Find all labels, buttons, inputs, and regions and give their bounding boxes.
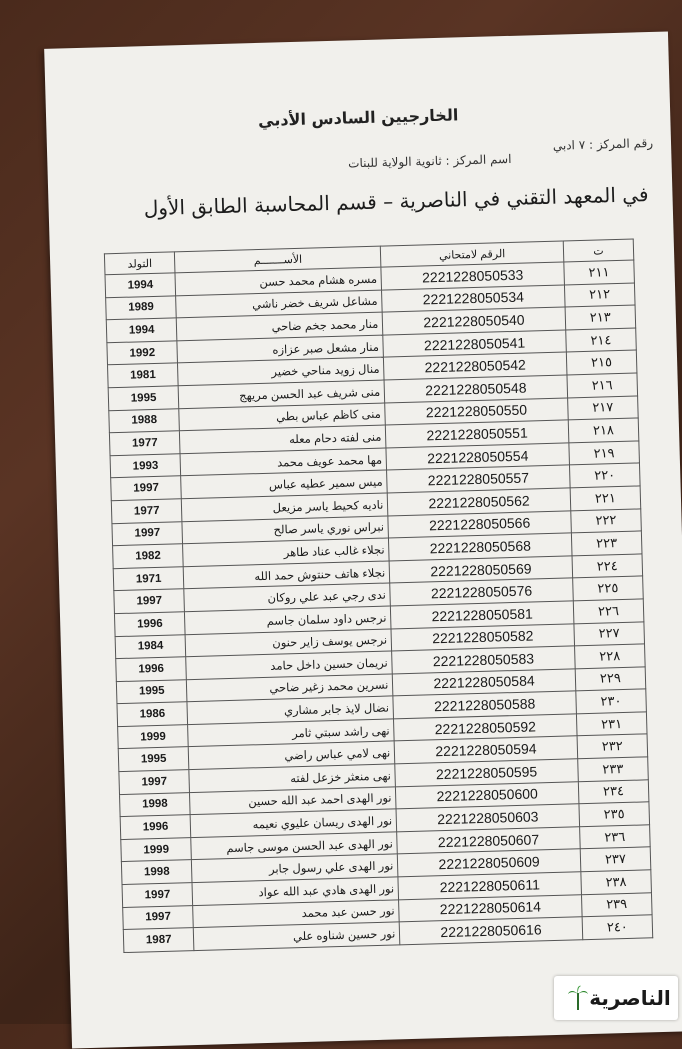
name-cell: نجلاء هاتف حنتوش حمد الله [183,561,390,589]
name-cell: مها محمد عويف محمد [180,448,387,476]
birth-year-cell: 1993 [110,454,181,479]
seq-cell: ٢١٨ [568,418,639,443]
name-cell: ناديه كحيط ياسر مزيعل [182,493,389,521]
exam-number-cell: 2221228050566 [388,510,571,538]
seq-cell: ٢٢٢ [571,508,642,533]
birth-year-cell: 1988 [109,408,180,433]
birth-year-cell: 1997 [112,521,183,546]
exam-number-cell: 2221228050583 [392,646,575,674]
name-cell: نبراس نوري ياسر صالح [182,516,389,544]
name-cell: نور الهدى ريسان عليوي نعيمه [190,809,397,837]
column-header-exam-number: الرقم لامتحاني [381,241,564,267]
birth-year-cell: 1986 [117,702,188,727]
name-cell: نور حسين شناوه علي [194,922,401,950]
birth-year-cell: 1981 [108,363,179,388]
exam-number-cell: 2221228050600 [396,781,579,809]
exam-number-cell: 2221228050603 [396,804,579,832]
exam-number-cell: 2221228050581 [391,601,574,629]
exam-number-cell: 2221228050607 [397,827,580,855]
seq-cell: ٢٣٣ [578,757,649,782]
birth-year-cell: 1999 [121,837,192,862]
exam-number-cell: 2221228050614 [399,894,582,922]
seq-cell: ٢٢١ [570,486,641,511]
seq-cell: ٢٢٩ [575,667,646,692]
birth-year-cell: 1977 [111,499,182,524]
seq-cell: ٢٢٥ [572,576,643,601]
name-cell: منى شريف عبد الحسن مريهج [178,380,385,408]
seq-cell: ٢٢٣ [571,531,642,556]
birth-year-cell: 1994 [105,273,176,298]
seq-cell: ٢٤٠ [582,915,653,940]
birth-year-cell: 1995 [116,679,187,704]
exam-number-cell: 2221228050592 [394,714,577,742]
name-cell: منال زويد مناحي خضير [178,357,385,385]
name-cell: نجلاء غالب عناد طاهر [183,538,390,566]
name-cell: مسره هشام محمد حسن [175,267,382,295]
seq-cell: ٢٣٧ [580,847,651,872]
name-cell: ندى رجي عبد علي روكان [184,583,391,611]
column-header-name: الأســـــــم [175,246,381,273]
seq-cell: ٢٣٦ [579,825,650,850]
exam-number-cell: 2221228050611 [398,872,581,900]
birth-year-cell: 1984 [115,634,186,659]
exam-number-cell: 2221228050542 [384,352,567,380]
birth-year-cell: 1998 [121,860,192,885]
name-cell: نريمان حسين داخل حامد [186,651,393,679]
document-title: الخارجيين السادس الأدبي [257,105,459,130]
birth-year-cell: 1971 [113,566,184,591]
birth-year-cell: 1992 [107,341,178,366]
exam-location-headline: في المعهد التقني في الناصرية – قسم المحاسبة الطابق الأول [143,182,649,221]
name-cell: نهى منعثر خزعل لفته [189,764,396,792]
exam-number-cell: 2221228050548 [384,375,567,403]
name-cell: نور الهدى هادي عبد الله عواد [192,877,399,905]
birth-year-cell: 1997 [114,589,185,614]
seq-cell: ٢١٣ [565,305,636,330]
exam-number-cell: 2221228050554 [386,443,569,471]
exam-number-cell: 2221228050582 [391,623,574,651]
column-header-seq: ت [563,239,634,262]
seq-cell: ٢١١ [564,260,635,285]
seq-cell: ٢٣١ [576,712,647,737]
birth-year-cell: 1998 [120,792,191,817]
birth-year-cell: 1989 [106,295,177,320]
birth-year-cell: 1997 [111,476,182,501]
name-cell: نسرين محمد زغير ضاحي [187,674,394,702]
seq-cell: ٢١٧ [567,396,638,421]
birth-year-cell: 1995 [108,386,179,411]
birth-year-cell: 1995 [118,747,189,772]
seq-cell: ٢١٢ [564,283,635,308]
birth-year-cell: 1994 [106,318,177,343]
exam-number-cell: 2221228050533 [381,262,564,290]
candidates-table [104,239,653,953]
seq-cell: ٢٣٩ [581,892,652,917]
seq-cell: ٢٢٦ [573,599,644,624]
seq-cell: ٢٢٨ [574,644,645,669]
name-cell: منار مشعل صبر عزازه [177,335,384,363]
exam-number-cell: 2221228050540 [382,307,565,335]
exam-number-cell: 2221228050557 [387,465,570,493]
exam-number-cell: 2221228050551 [386,420,569,448]
exam-number-cell: 2221228050595 [395,759,578,787]
name-cell: منى لفته دحام معله [180,425,387,453]
name-cell: نور الهدى احمد عبد الله حسين [190,787,397,815]
exam-number-cell: 2221228050541 [383,330,566,358]
center-name: اسم المركز : ثانوية الولاية للبنات [347,151,512,171]
exam-number-cell: 2221228050568 [389,533,572,561]
name-cell: نرجس داود سلمان جاسم [185,606,392,634]
seq-cell: ٢٣٤ [578,779,649,804]
name-cell: نور الهدى عبد الحسن موسى جاسم [191,832,398,860]
column-header-birth-year: التولد [104,252,175,275]
seq-cell: ٢٣٨ [581,870,652,895]
name-cell: منى كاظم عباس بطي [179,403,386,431]
name-cell: نضال لايذ جابر مشاري [187,696,394,724]
exam-number-cell: 2221228050550 [385,397,568,425]
name-cell: نور حسن عبد محمد [193,899,400,927]
exam-number-cell: 2221228050584 [393,669,576,697]
seq-cell: ٢١٥ [566,350,637,375]
birth-year-cell: 1996 [116,657,187,682]
birth-year-cell: 1977 [109,431,180,456]
site-watermark [554,976,678,1020]
birth-year-cell: 1996 [114,612,185,637]
seq-cell: ٢٢٠ [569,463,640,488]
birth-year-cell: 1996 [120,815,191,840]
seq-cell: ٢٣٢ [577,734,648,759]
seq-cell: ٢٣٥ [579,802,650,827]
seq-cell: ٢١٤ [566,328,637,353]
name-cell: منار محمد جخم ضاحي [177,312,384,340]
exam-number-cell: 2221228050569 [389,556,572,584]
seq-cell: ٢٢٤ [572,554,643,579]
exam-number-cell: 2221228050616 [399,917,582,945]
seq-cell: ٢٣٠ [576,689,647,714]
exam-number-cell: 2221228050562 [387,488,570,516]
birth-year-cell: 1982 [113,544,184,569]
exam-number-cell: 2221228050609 [398,849,581,877]
name-cell: نرجس يوسف زاير حنون [185,628,392,656]
exam-number-cell: 2221228050534 [382,285,565,313]
name-cell: مشاعل شريف خضر ناشي [176,290,383,318]
seq-cell: ٢٢٧ [574,621,645,646]
palm-tree-icon [567,985,589,1011]
birth-year-cell: 1997 [119,770,190,795]
document-sheet [44,31,682,1048]
exam-number-cell: 2221228050576 [390,578,573,606]
name-cell: ميس سمير عطيه عباس [181,470,388,498]
seq-cell: ٢١٦ [567,373,638,398]
birth-year-cell: 1997 [123,905,194,930]
exam-number-cell: 2221228050594 [394,736,577,764]
birth-year-cell: 1997 [122,883,193,908]
watermark-text: الناصرية [589,986,671,1010]
name-cell: نهى لامي عباس راضي [189,741,396,769]
center-code: رقم المركز : ٧ ادبي [552,135,654,153]
birth-year-cell: 1987 [123,928,194,953]
name-cell: نهى راشد سبتي ثامر [188,719,395,747]
seq-cell: ٢١٩ [569,441,640,466]
exam-number-cell: 2221228050588 [393,691,576,719]
birth-year-cell: 1999 [118,725,189,750]
name-cell: نور الهدى علي رسول جابر [192,854,399,882]
